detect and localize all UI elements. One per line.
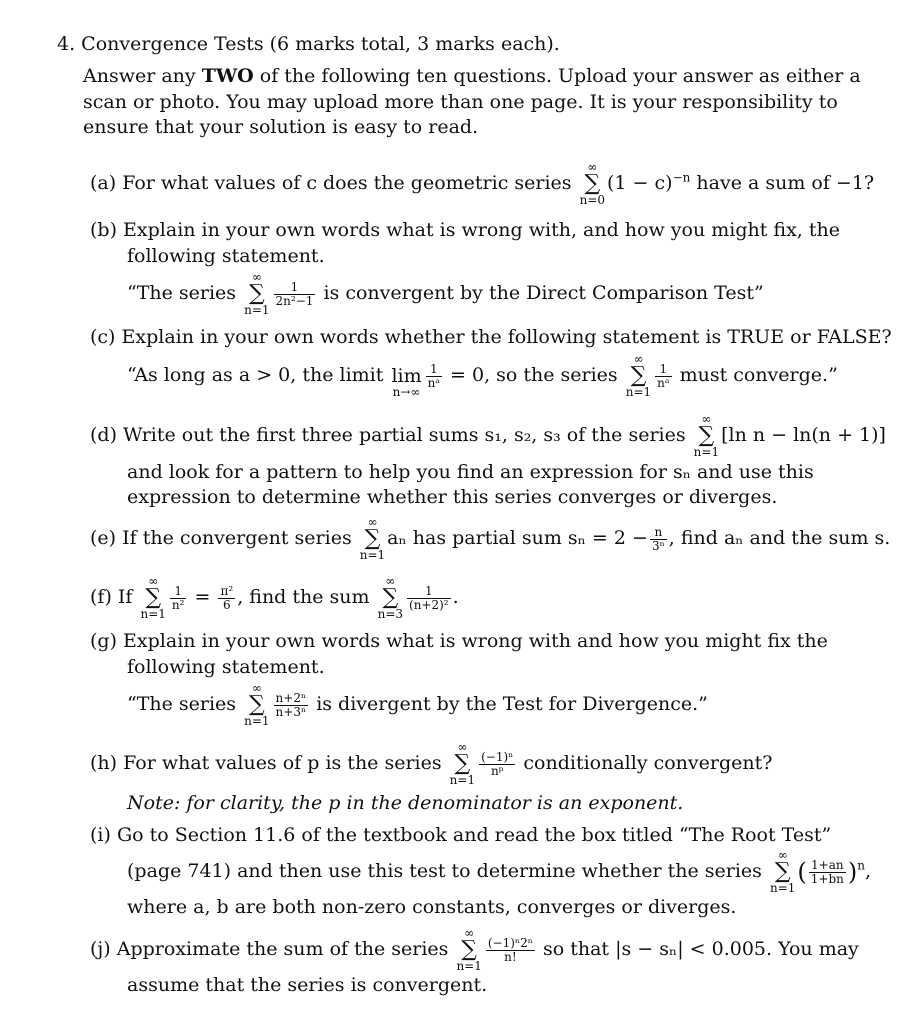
fraction-b: $\frac{1}{\text{2n²−1}}$ [275, 279, 314, 308]
fraction-f1: $\frac{1}{\text{n²}}$ [171, 583, 185, 612]
question-j [90, 926, 859, 973]
sigma-a: ∞ ∑ n=0 [579, 160, 606, 207]
question-g-line2: following statement. [127, 656, 325, 678]
question-e [90, 515, 890, 562]
exp-i: n [857, 858, 865, 873]
fraction-i: $\frac{1+an}{1+bn}$ [810, 857, 844, 886]
intro-text: of the following ten questions. Upload your answer as either a [253, 65, 861, 87]
quote-c2: = 0, so the series [450, 364, 618, 386]
label-j: (j) [90, 938, 111, 960]
question-i-line2: (page 741) and then use this test to determine whether the series ∞ ∑ n=1 ( $\frac{1+an}{1+bn}$ )$^n$, [127, 848, 872, 895]
quote-close-b: is convergent by the Direct Comparison Test” [323, 282, 764, 304]
limit-c: lim n→∞ [391, 365, 422, 399]
sigma-j: ∞ ∑ n=1 [456, 926, 482, 973]
text-h: For what values of p is the series [123, 752, 442, 774]
term-e: aₙ [387, 527, 407, 549]
intro-line-1 [83, 64, 861, 88]
question-b-line1 [90, 218, 840, 242]
question-g-statement [127, 681, 708, 728]
text-j2: so that |s − sₙ| < 0.005. You may [543, 938, 859, 960]
label-i: (i) [90, 824, 111, 846]
quote-c1: “As long as a > 0, the limit [127, 364, 384, 386]
text-i2: (page 741) and then use this test to determine whether the series [127, 860, 762, 882]
term-a: (1 − c) [607, 172, 673, 194]
term-d: [ln n − ln(n + 1)] [721, 424, 886, 446]
end-i: , [865, 860, 872, 882]
fraction-c2: $\frac{1}{\text{nᵃ}}$ [657, 361, 670, 390]
intro-line-3: ensure that your solution is easy to read. [83, 116, 479, 138]
end-f: . [452, 586, 459, 608]
question-b-line2: following statement. [127, 245, 325, 267]
label-e: (e) [90, 527, 117, 549]
text-c: Explain in your own words whether the following statement is TRUE or FALSE? [121, 326, 892, 348]
text-a2: have a sum of −1? [690, 172, 875, 194]
fraction-f3: $\frac{1}{\text{(n+2)²}}$ [409, 583, 449, 612]
quote-open-b: “The series [127, 282, 237, 304]
sigma-d: ∞ ∑ n=1 [693, 412, 720, 459]
sigma-e: ∞ ∑ n=1 [359, 515, 386, 562]
fraction-j: $\frac{\text{(−1)ⁿ2ⁿ}}{n!}$ [487, 935, 533, 964]
text-h2: conditionally convergent? [523, 752, 773, 774]
fraction-f2: $\frac{\text{π²}}{6}$ [220, 583, 234, 612]
text-j: Approximate the sum of the series [116, 938, 449, 960]
label-h: (h) [90, 752, 118, 774]
sigma-b: ∞ ∑ n=1 [244, 270, 270, 317]
exp-a: −n [672, 170, 691, 185]
question-heading: 4. Convergence Tests (6 marks total, 3 marks each). [57, 33, 560, 55]
sigma-f2: ∞ ∑ n=3 [377, 574, 404, 621]
label-c: (c) [90, 326, 116, 348]
text-a: For what values of c does the geometric series [122, 172, 572, 194]
question-f [90, 574, 459, 621]
sigma-h: ∞ ∑ n=1 [449, 740, 476, 787]
label-g: (g) [90, 630, 117, 652]
text-f: If [117, 586, 133, 608]
question-d-line2: and look for a pattern to help you find an expression for sₙ and use this [127, 461, 814, 483]
text-d: Write out the first three partial sums s₁, s₂, s₃ of the series [123, 424, 686, 446]
question-a [90, 160, 874, 207]
intro-text: Answer any [83, 65, 202, 87]
label-b: (b) [90, 219, 117, 241]
intro-emphasis: TWO [201, 65, 254, 87]
question-i-line3: where a, b are both non-zero constants, converges or diverges. [127, 896, 737, 918]
intro-line-2: scan or photo. You may upload more than one page. It is your responsibility to [83, 91, 838, 113]
text-e2: has partial sum sₙ = 2 − [412, 527, 648, 549]
sigma-c: ∞ ∑ n=1 [625, 352, 652, 399]
question-h [90, 740, 772, 787]
fraction-h: $\frac{\text{(−1)ⁿ}}{\text{nᵖ}}$ [481, 749, 514, 778]
question-i-line1 [90, 823, 831, 847]
text-g: Explain in your own words what is wrong with and how you might fix the [123, 630, 828, 652]
text-b: Explain in your own words what is wrong with, and how you might fix, the [123, 219, 840, 241]
sigma-i: ∞ ∑ n=1 [769, 848, 796, 895]
fraction-c: $\frac{1}{\text{nᵃ}}$ [427, 361, 440, 390]
question-j-line2: assume that the series is convergent. [127, 974, 488, 996]
sigma-g: ∞ ∑ n=1 [244, 681, 270, 728]
label-a: (a) [90, 172, 117, 194]
label-d: (d) [90, 424, 117, 446]
question-d-line1 [90, 412, 886, 459]
label-f: (f) [90, 586, 112, 608]
quote-close-g: is divergent by the Test for Divergence.” [316, 693, 708, 715]
text-f2: , find the sum [237, 586, 370, 608]
question-c-line1 [90, 325, 892, 349]
sigma-f: ∞ ∑ n=1 [140, 574, 166, 621]
quote-open-g: “The series [127, 693, 237, 715]
fraction-e: $\frac{n}{\text{3ⁿ}}$ [651, 524, 665, 553]
question-h-note: Note: for clarity, the p in the denominator is an exponent. [127, 792, 684, 814]
equals-f: = [194, 586, 211, 608]
question-b-statement [127, 270, 764, 317]
question-g-line1 [90, 629, 828, 653]
text-e3: , find aₙ and the sum s. [668, 527, 891, 549]
quote-c3: must converge.” [679, 364, 838, 386]
text-i: Go to Section 11.6 of the textbook and read the box titled “The Root Test” [116, 824, 832, 846]
question-c-statement [127, 352, 838, 399]
text-e: If the convergent series [122, 527, 352, 549]
fraction-g: $\frac{\text{n+2ⁿ}}{\text{n+3ⁿ}}$ [275, 690, 307, 719]
question-d-line3: expression to determine whether this series converges or diverges. [127, 486, 778, 508]
